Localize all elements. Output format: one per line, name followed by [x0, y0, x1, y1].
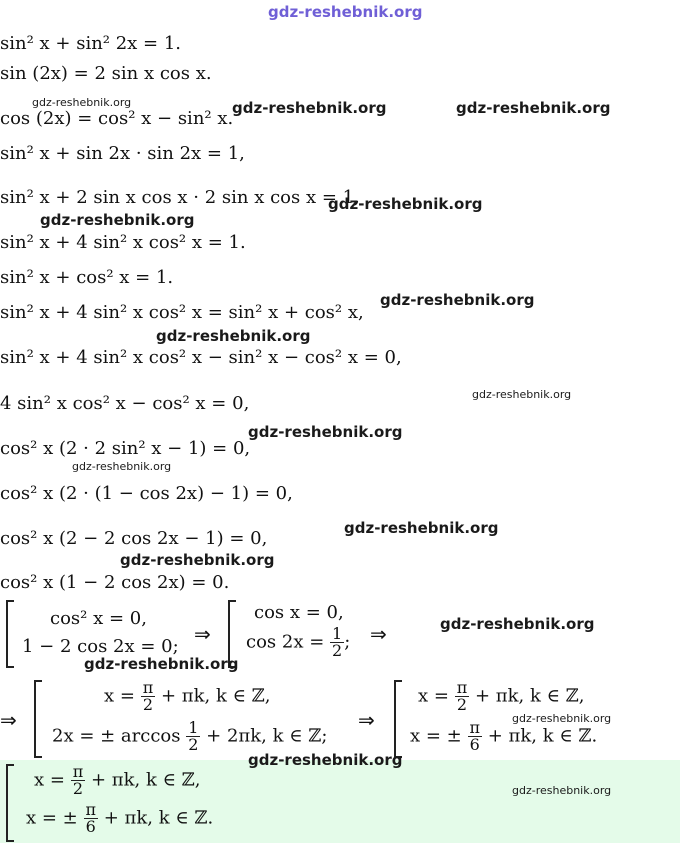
watermark: gdz-reshebnik.org	[328, 195, 483, 213]
system-one-rb-prefix: cos 2x =	[246, 631, 325, 653]
watermark: gdz-reshebnik.org	[440, 615, 595, 633]
equation-line-1: sin² x + sin² 2x = 1.	[0, 33, 182, 54]
equation-line-4: sin² x + sin 2x · sin 2x = 1,	[0, 143, 245, 164]
watermark: gdz-reshebnik.org	[32, 96, 132, 109]
fraction-den: 2	[72, 779, 84, 798]
watermark: gdz-reshebnik.org	[72, 460, 172, 473]
watermark: gdz-reshebnik.org	[232, 99, 387, 117]
fraction	[84, 802, 99, 835]
fraction	[186, 720, 200, 753]
s2-r1-suffix: + πk, k ∈ ℤ,	[474, 685, 585, 707]
bracket-left-2	[34, 680, 42, 758]
watermark: gdz-reshebnik.org	[156, 327, 311, 345]
fraction-num: π	[72, 762, 84, 781]
fraction-num: π	[85, 800, 97, 819]
equation-line-14: cos² x (1 − 2 cos 2x) = 0.	[0, 572, 230, 593]
answer-box	[0, 760, 680, 843]
equation-line-11: cos² x (2 · 2 sin² x − 1) = 0,	[0, 438, 251, 459]
equation-line-3: cos (2x) = cos² x − sin² x.	[0, 108, 234, 129]
fraction-den: 2	[142, 695, 154, 714]
s2-l2-prefix: 2x = ± arccos	[52, 725, 181, 747]
watermark: gdz-reshebnik.org	[344, 519, 499, 537]
bracket-left	[6, 600, 14, 668]
answer-system	[0, 760, 680, 843]
equation-line-12: cos² x (2 · (1 − cos 2x) − 1) = 0,	[0, 483, 293, 504]
watermark: gdz-reshebnik.org	[248, 751, 403, 769]
fraction-num: 1	[188, 718, 199, 737]
fraction-den: 6	[469, 735, 480, 754]
a1-prefix: x =	[34, 769, 65, 791]
a2-suffix: + πk, k ∈ ℤ.	[103, 807, 214, 829]
system-one-right-bottom	[246, 626, 350, 659]
equation-line-9: sin² x + 4 sin² x cos² x − sin² x − cos² x = 0,	[0, 347, 402, 368]
watermark: gdz-reshebnik.org	[512, 784, 612, 797]
lead-implies-arrow: ⇒	[0, 708, 17, 732]
fraction-den: 2	[456, 695, 468, 714]
watermark: gdz-reshebnik.org	[456, 99, 611, 117]
fraction-num: 1	[332, 624, 343, 643]
bracket-right-2	[394, 680, 402, 758]
system-one-right-top: cos x = 0,	[254, 602, 344, 623]
equation-line-13: cos² x (2 − 2 cos 2x − 1) = 0,	[0, 528, 268, 549]
fraction	[455, 680, 470, 713]
fraction-num: π	[142, 678, 154, 697]
fraction	[141, 680, 156, 713]
equation-line-2: sin (2x) = 2 sin x cos x.	[0, 63, 212, 84]
implies-arrow: ⇒	[194, 622, 211, 646]
equation-line-8: sin² x + 4 sin² x cos² x = sin² x + cos² x,	[0, 302, 364, 323]
answer-line-2	[26, 802, 213, 835]
system-one-left-bottom: 1 − 2 cos 2x = 0;	[22, 636, 179, 657]
fraction	[330, 626, 344, 659]
watermark: gdz-reshebnik.org	[380, 291, 535, 309]
a2-prefix: x = ±	[26, 807, 78, 829]
watermark: gdz-reshebnik.org	[472, 388, 572, 401]
mid-implies-arrow: ⇒	[358, 708, 375, 732]
equation-line-7: sin² x + cos² x = 1.	[0, 267, 174, 288]
a1-suffix: + πk, k ∈ ℤ,	[90, 769, 201, 791]
equation-line-5: sin² x + 2 sin x cos x · 2 sin x cos x = 1,	[0, 187, 360, 208]
s2-r1-prefix: x =	[418, 685, 449, 707]
system-one-rb-suffix: ;	[344, 631, 351, 653]
fraction	[71, 764, 86, 797]
system-two-right-top	[418, 680, 584, 713]
s2-l1-prefix: x =	[104, 685, 135, 707]
system-one-left-top: cos² x = 0,	[50, 608, 147, 629]
watermark: gdz-reshebnik.org	[248, 423, 403, 441]
fraction-den: 6	[85, 817, 96, 836]
fraction-den: 2	[188, 735, 199, 754]
implies-arrow-2: ⇒	[370, 622, 387, 646]
s2-r2-prefix: x = ±	[410, 725, 462, 747]
s2-r2-suffix: + πk, k ∈ ℤ.	[487, 725, 598, 747]
fraction-den: 2	[332, 641, 343, 660]
s2-l1-suffix: + πk, k ∈ ℤ,	[160, 685, 271, 707]
fraction-num: π	[456, 678, 468, 697]
system-two-left-top	[104, 680, 270, 713]
watermark-top[interactable]: gdz-reshebnik.org	[268, 3, 423, 21]
equation-line-10: 4 sin² x cos² x − cos² x = 0,	[0, 393, 250, 414]
system-two-left-bottom	[52, 720, 328, 753]
answer-bracket	[6, 764, 14, 842]
watermark: gdz-reshebnik.org	[84, 655, 239, 673]
equation-line-6: sin² x + 4 sin² x cos² x = 1.	[0, 232, 246, 253]
fraction-num: π	[469, 718, 481, 737]
fraction	[468, 720, 483, 753]
answer-line-1	[34, 764, 200, 797]
watermark: gdz-reshebnik.org	[512, 712, 612, 725]
s2-l2-suffix: + 2πk, k ∈ ℤ;	[206, 725, 328, 747]
watermark: gdz-reshebnik.org	[40, 211, 195, 229]
watermark: gdz-reshebnik.org	[120, 551, 275, 569]
